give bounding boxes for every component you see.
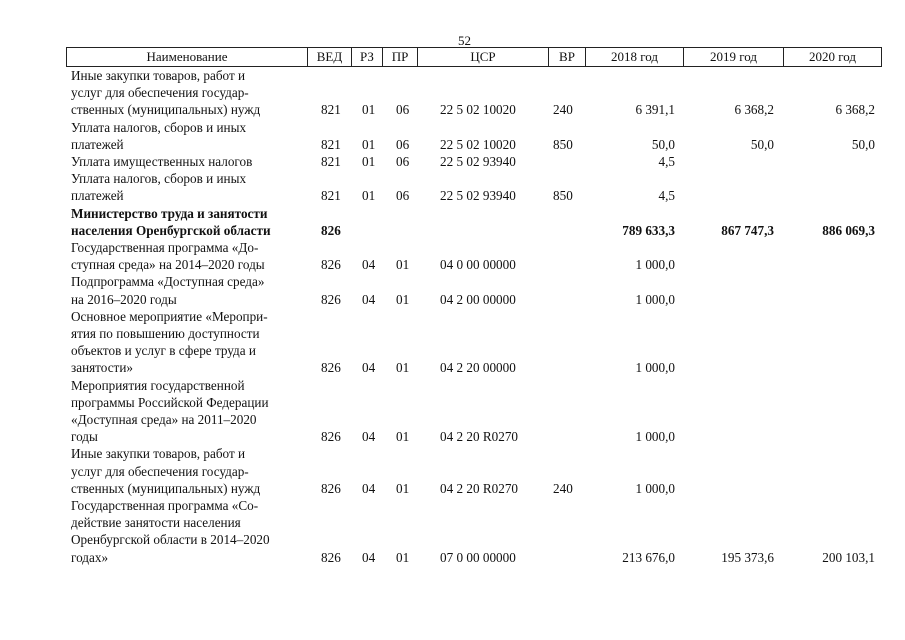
header-ved: ВЕД (307, 48, 351, 66)
row-name: Уплата имущественных налогов (71, 154, 253, 169)
row-y2018: 1 000,0 (635, 429, 675, 445)
row-csr: 04 2 00 00000 (440, 291, 516, 307)
row-pr: 01 (396, 257, 410, 273)
row-y2018: 1 000,0 (635, 360, 675, 376)
row-csr: 07 0 00 00000 (440, 549, 516, 565)
table-row (0, 205, 905, 239)
row-csr: 04 2 20 R0270 (440, 429, 519, 445)
row-ved: 826 (321, 257, 341, 273)
table-row (0, 273, 905, 307)
header-rz: РЗ (351, 48, 382, 66)
row-ved: 826 (321, 429, 341, 445)
row-vr: 240 (553, 102, 573, 118)
row-rz: 04 (362, 429, 376, 445)
table-row (0, 239, 905, 273)
row-csr: 04 2 20 00000 (440, 360, 516, 376)
table-row (0, 153, 905, 170)
row-name: Подпрограмма «Доступная среда» на 2016–2020 годы (71, 274, 265, 307)
row-rz: 01 (362, 102, 376, 118)
row-y2019: 50,0 (750, 136, 774, 152)
row-ved: 826 (321, 549, 341, 565)
row-rz: 04 (362, 549, 376, 565)
row-rz: 01 (362, 188, 376, 204)
row-name: Основное мероприятие «Меропри- ятия по повышению доступности объектов и услуг в сфере труда и занятости» (71, 308, 268, 376)
row-pr: 01 (396, 291, 410, 307)
header-2020: 2020 год (783, 48, 882, 66)
row-y2018: 789 633,3 (622, 222, 675, 238)
row-y2018: 4,5 (658, 154, 675, 169)
row-ved: 826 (321, 222, 341, 238)
row-y2018: 1 000,0 (635, 257, 675, 273)
header-pr: ПР (382, 48, 417, 66)
row-name: Мероприятия государственной программы Российской Федерации «Доступная среда» на 2011–2020 годы (71, 377, 269, 445)
table-row (0, 445, 905, 497)
row-rz: 04 (362, 480, 376, 496)
row-y2020: 6 368,2 (835, 102, 875, 118)
table-row (0, 170, 905, 204)
row-y2019: 195 373,6 (721, 549, 774, 565)
row-y2020: 886 069,3 (822, 222, 875, 238)
table-row (0, 119, 905, 153)
row-rz: 01 (362, 154, 376, 169)
row-ved: 826 (321, 360, 341, 376)
row-name: Государственная программа «Со- действие занятости населения Оренбургской области в 2014–2020 годах» (71, 498, 270, 565)
row-ved: 821 (321, 136, 341, 152)
row-name: Уплата налогов, сборов и иных платежей (71, 171, 247, 204)
row-y2018: 213 676,0 (622, 549, 675, 565)
table-row (0, 308, 905, 377)
table-header (66, 47, 882, 67)
row-pr: 01 (396, 429, 410, 445)
row-y2018: 6 391,1 (635, 102, 675, 118)
row-y2018: 1 000,0 (635, 480, 675, 496)
header-name: Наименование (66, 48, 307, 66)
row-name: Уплата налогов, сборов и иных платежей (71, 119, 247, 152)
row-csr: 04 2 20 R0270 (440, 480, 519, 496)
row-csr: 22 5 02 93940 (440, 154, 516, 169)
row-csr: 22 5 02 10020 (440, 136, 516, 152)
row-pr: 06 (396, 154, 410, 169)
row-pr: 06 (396, 102, 410, 118)
row-name: Министерство труда и занятости населения Оренбургской области (71, 205, 271, 238)
table-row (0, 67, 905, 119)
row-ved: 826 (321, 291, 341, 307)
row-name: Иные закупки товаров, работ и услуг для обеспечения государ- ственных (муниципальных) нужд (71, 68, 261, 118)
row-pr: 06 (396, 188, 410, 204)
row-ved: 821 (321, 102, 341, 118)
row-rz: 04 (362, 360, 376, 376)
row-y2020: 50,0 (851, 136, 875, 152)
row-csr: 22 5 02 10020 (440, 102, 516, 118)
row-ved: 821 (321, 188, 341, 204)
row-ved: 826 (321, 480, 341, 496)
header-2018: 2018 год (585, 48, 683, 66)
table-row (0, 377, 905, 446)
row-pr: 01 (396, 549, 410, 565)
row-y2020: 200 103,1 (822, 549, 875, 565)
row-name: Государственная программа «До- ступная среда» на 2014–2020 годы (71, 240, 265, 273)
row-csr: 04 0 00 00000 (440, 257, 516, 273)
row-rz: 04 (362, 257, 376, 273)
row-y2018: 1 000,0 (635, 291, 675, 307)
row-rz: 01 (362, 136, 376, 152)
header-vr: ВР (548, 48, 585, 66)
row-rz: 04 (362, 291, 376, 307)
row-vr: 240 (553, 480, 573, 496)
header-csr: ЦСР (417, 48, 548, 66)
row-csr: 22 5 02 93940 (440, 188, 516, 204)
table-row (0, 497, 905, 566)
row-y2019: 6 368,2 (734, 102, 774, 118)
header-2019: 2019 год (683, 48, 783, 66)
row-y2019: 867 747,3 (721, 222, 774, 238)
row-vr: 850 (553, 188, 573, 204)
row-y2018: 50,0 (651, 136, 675, 152)
row-ved: 821 (321, 154, 341, 169)
row-pr: 01 (396, 360, 410, 376)
row-y2018: 4,5 (658, 188, 675, 204)
row-pr: 06 (396, 136, 410, 152)
page-number: 52 (458, 33, 471, 48)
row-name: Иные закупки товаров, работ и услуг для обеспечения государ- ственных (муниципальных) нужд (71, 446, 261, 496)
row-pr: 01 (396, 480, 410, 496)
row-vr: 850 (553, 136, 573, 152)
